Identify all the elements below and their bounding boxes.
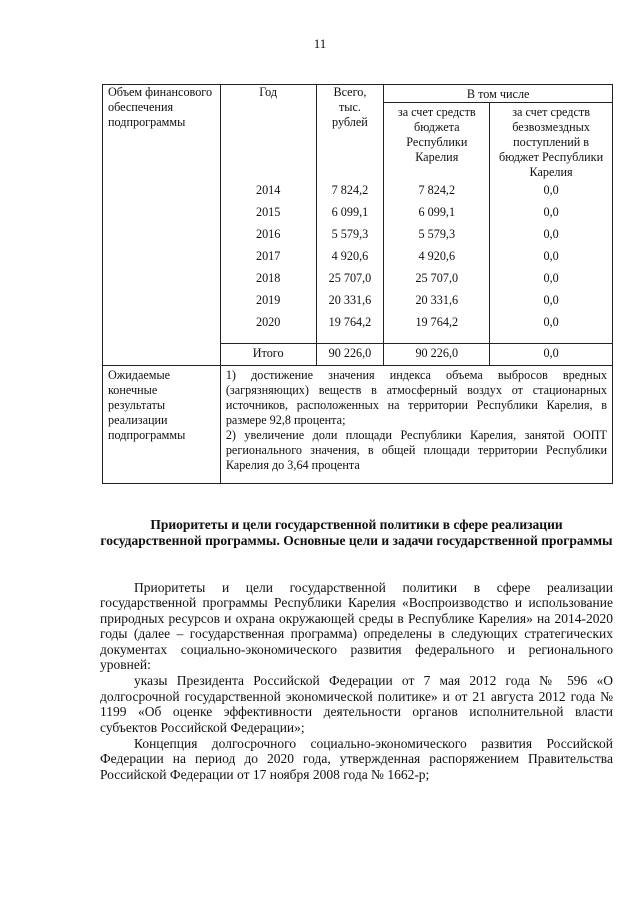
finance-label: Объем финансового обеспечения подпрограммы: [103, 85, 221, 181]
table-header-row: [103, 85, 613, 103]
row-total: 4 920,6: [316, 248, 384, 270]
row-total: 7 824,2: [316, 180, 384, 204]
row-total: 20 331,6: [316, 292, 384, 314]
total-value: 90 226,0: [316, 344, 384, 366]
row-budget: 7 824,2: [384, 180, 490, 204]
row-total: 25 707,0: [316, 270, 384, 292]
row-budget: 6 099,1: [384, 204, 490, 226]
paragraph-concept: Концепция долгосрочного социально-экономического развития Российской Федерации на период до 2020 года, утвержденная распоряжением Правительства Российской Федерации от 17 ноября 2008 года № 1662-р;: [100, 736, 613, 782]
row-budget: 25 707,0: [384, 270, 490, 292]
row-gratuitous: 0,0: [490, 270, 613, 292]
total-label: Итого: [220, 344, 316, 366]
expected-result-item-2: 2) увеличение доли площади Республики Карелия, занятой ООПТ регионального значения, в общей площади территории Республики Карелия до 3,64 процента: [225, 428, 607, 472]
row-budget: 20 331,6: [384, 292, 490, 314]
page-number: 11: [313, 36, 327, 51]
header-total: Всего, тыс. рублей: [316, 85, 384, 181]
paragraph-decrees: указы Президента Российской Федерации от 7 мая 2012 года № 596 «О долгосрочной государственной экономической политике» и от 21 августа 2012 года № 1199 «Об оценке эффективности деятельности органов исполнительной власти субъектов Российской Федерации»;: [100, 673, 613, 735]
row-budget: 4 920,6: [384, 248, 490, 270]
body-text: [100, 580, 613, 782]
row-gratuitous: 0,0: [490, 292, 613, 314]
row-budget: 19 764,2: [384, 314, 490, 344]
row-year: 2015: [220, 204, 316, 226]
header-budget: за счет средств бюджета Республики Карелия: [384, 103, 490, 181]
row-year: 2019: [220, 292, 316, 314]
header-gratuitous: за счет средств безвозмездных поступлений в бюджет Республики Карелия: [490, 103, 613, 181]
row-gratuitous: 0,0: [490, 226, 613, 248]
row-gratuitous: 0,0: [490, 314, 613, 344]
row-gratuitous: 0,0: [490, 204, 613, 226]
header-including: В том числе: [384, 85, 613, 103]
header-year: Год: [220, 85, 316, 181]
row-year: 2016: [220, 226, 316, 248]
section-heading: Приоритеты и цели государственной политики в сфере реализации государственной программы. Основные цели и задачи государственной программы: [100, 517, 613, 548]
row-year: 2018: [220, 270, 316, 292]
total-budget: 90 226,0: [384, 344, 490, 366]
label-spacer: [103, 180, 221, 366]
row-year: 2017: [220, 248, 316, 270]
expected-results-text: [220, 366, 612, 484]
row-total: 19 764,2: [316, 314, 384, 344]
paragraph-priorities: Приоритеты и цели государственной политики в сфере реализации государственной программы Республики Карелия «Воспроизводство и использование природных ресурсов и охрана окружающей среды в Республике Карелия» на 2014-2020 годы (далее – государственная программа) определены в следующих стратегических документах социально-экономического развития федерального и регионального уровней:: [100, 580, 613, 673]
row-year: 2014: [220, 180, 316, 204]
finance-table: [102, 84, 613, 484]
table-row: [103, 180, 613, 204]
row-year: 2020: [220, 314, 316, 344]
row-total: 5 579,3: [316, 226, 384, 248]
expected-results-row: [103, 366, 613, 484]
row-gratuitous: 0,0: [490, 180, 613, 204]
row-total: 6 099,1: [316, 204, 384, 226]
expected-result-item-1: 1) достижение значения индекса объема выбросов вредных (загрязняющих) веществ в атмосферный воздух от стационарных источников, расположенных на территории Республики Карелия, в размере 92,8 процента;: [225, 368, 607, 427]
expected-results-label: Ожидаемые конечные результаты реализации подпрограммы: [103, 366, 221, 484]
total-gratuitous: 0,0: [490, 344, 613, 366]
row-budget: 5 579,3: [384, 226, 490, 248]
row-gratuitous: 0,0: [490, 248, 613, 270]
